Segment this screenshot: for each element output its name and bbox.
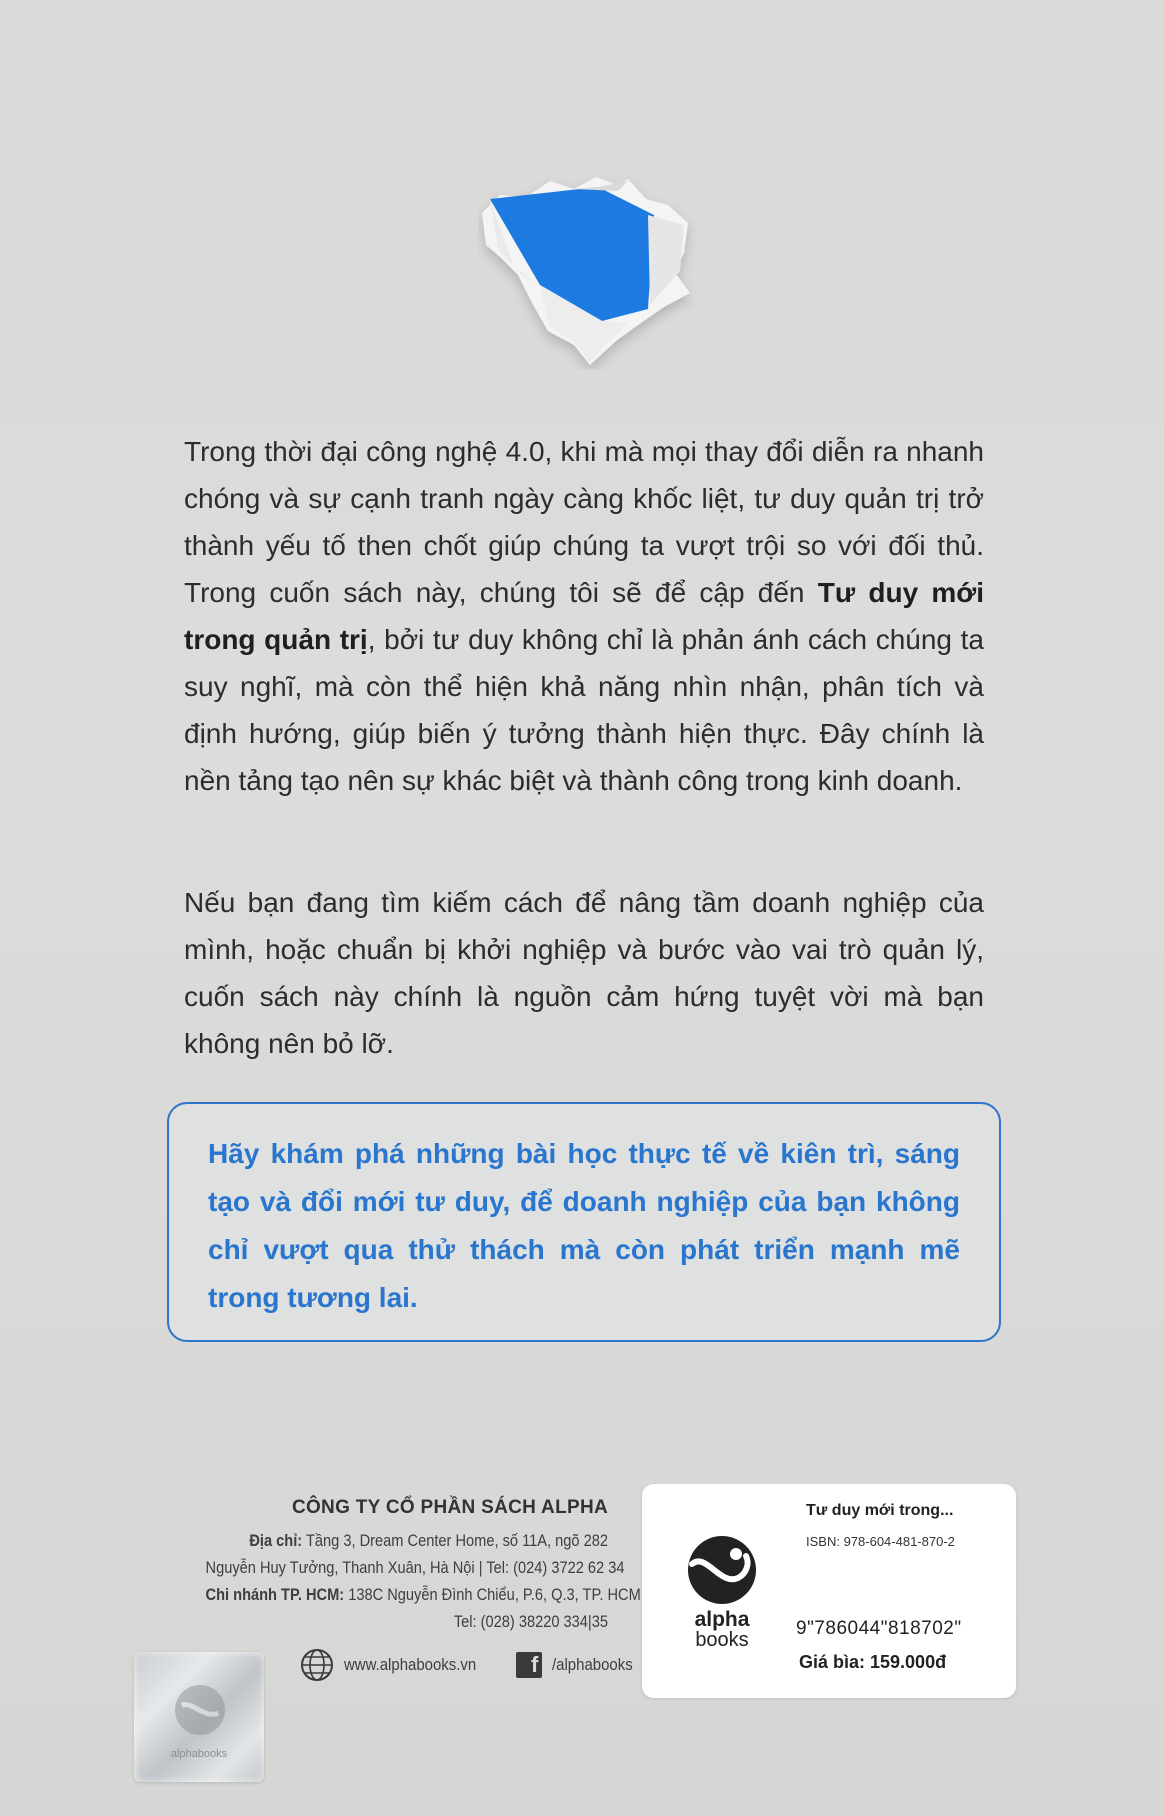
website-link[interactable]: www.alphabooks.vn [344,1655,477,1674]
branch-line [205,1581,641,1608]
intro-paragraph [184,428,984,804]
torn-paper-graphic [478,175,703,370]
barcode-number: 9"786044"818702" [796,1618,962,1639]
address-line-2: Nguyễn Huy Tưởng, Thanh Xuân, Hà Nội | Tel: (024) 3722 62 34 [205,1558,625,1577]
branch-tel: Tel: (028) 38220 334|35 [453,1612,608,1631]
book-title-bold: Tư duy mới trong quản trị [184,577,984,655]
brand-books: books [695,1629,749,1651]
branch-label: Chi nhánh TP. HCM: [205,1585,345,1604]
publisher-links [300,1648,644,1682]
address-label: Địa chỉ: [249,1531,303,1550]
alpha-logo-icon [686,1534,758,1606]
second-paragraph: Nếu bạn đang tìm kiếm cách để nâng tầm doanh nghiệp của mình, hoặc chuẩn bị khởi nghiệp và bước vào vai trò quản lý, cuốn sách này chính là nguồn cảm hứng tuyệt vời mà bạn không nên bỏ lỡ. [184,887,984,1059]
price-sticker [642,1484,1016,1698]
isbn-text: ISBN: 978-604-481-870-2 [806,1534,955,1549]
address-line-1 [206,1527,608,1554]
highlight-text: Hãy khám phá những bài học thực tế về kiên trì, sáng tạo và đổi mới tư duy, để doanh nghiệp của bạn không chỉ vượt qua thử thách mà còn phát triển mạnh mẽ trong tương lai. [208,1138,960,1313]
price-label: Giá bìa: 159.000đ [799,1652,947,1672]
alpha-logo-icon [170,1680,230,1740]
branch-text: 138C Nguyễn Đình Chiểu, P.6, Q.3, TP. HCM [344,1585,641,1604]
hologram-text: alphabooks [170,1748,228,1760]
brand-alpha: alpha [694,1608,750,1631]
facebook-link[interactable]: /alphabooks [552,1655,633,1674]
address-text: Tầng 3, Dream Center Home, số 11A, ngõ 282 [302,1531,608,1550]
hologram-sticker [134,1652,264,1782]
intro-text-after: , bởi tư duy không chỉ là phản ánh cách chúng ta suy nghĩ, mà còn thể hiện khả năng nhìn nhận, phân tích và định hướng, giúp biến ý tưởng thành hiện thực. Đây chính là nền tảng tạo nên sự khác biệt và thành công trong kinh doanh. [184,624,984,796]
intro-text-before: Trong thời đại công nghệ 4.0, khi mà mọi thay đổi diễn ra nhanh chóng và sự cạnh tranh ngày càng khốc liệt, tư duy quản trị trở thành yếu tố then chốt giúp chúng ta vượt trội so với đối thủ. Trong cuốn sách này, chúng tôi sẽ để cập đến [184,436,984,608]
publisher-name: CÔNG TY CỔ PHẦN SÁCH ALPHA [291,1497,608,1518]
publisher-info [140,1497,641,1635]
globe-icon [300,1648,334,1682]
sticker-title: Tư duy mới trong... [806,1502,954,1519]
facebook-icon: f [516,1652,542,1678]
